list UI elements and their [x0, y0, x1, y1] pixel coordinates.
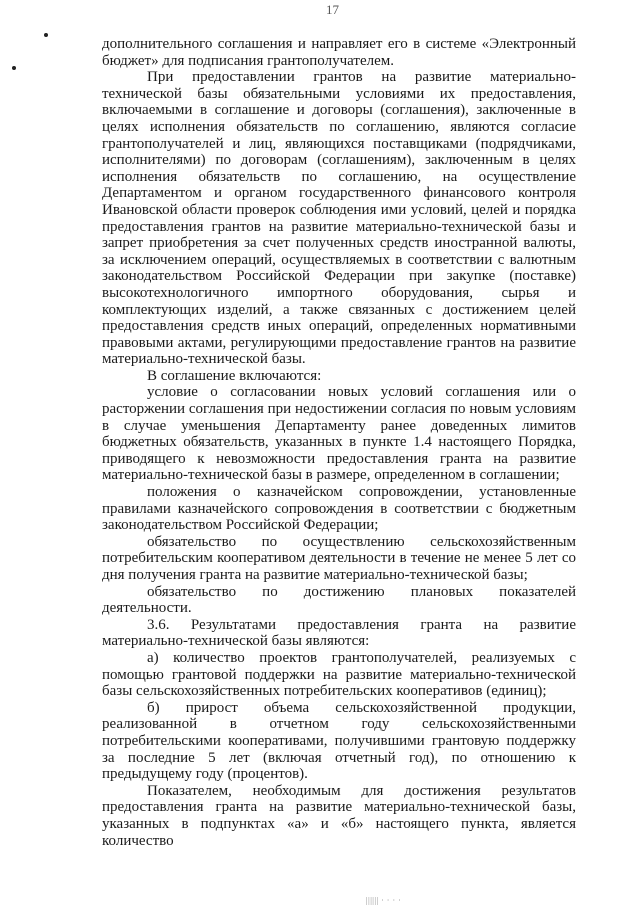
- scan-artifact-marks: |||||| · · · ·: [366, 896, 402, 905]
- paragraph-treasury-support: положения о казначейском сопровождении, установленные правилами казначейского сопровождения в соответствии с бюджетным законодательством Российской Федерации;: [102, 484, 576, 534]
- paragraph-continuation: дополнительного соглашения и направляет его в системе «Электронный бюджет» для подписания грантополучателем.: [102, 36, 576, 69]
- paragraph-result-b: б) прирост объема сельскохозяйственной продукции, реализованной в отчетном году сельскохозяйственными потребительскими кооперативами, получившими грантовую поддержку за последние 5 лет (включая отчетный год), по отношению к предыдущему году (процентов).: [102, 699, 576, 783]
- paragraph-section-3-6: 3.6. Результатами предоставления гранта на развитие материально-технической базы являются:: [102, 616, 576, 650]
- scan-speck: [44, 33, 48, 37]
- paragraph-indicator: Показателем, необходимым для достижения результатов предоставления гранта на развитие материально-технической базы, указанных в подпунктах «а» и «б» настоящего пункта, является количество: [102, 782, 576, 849]
- page-number: 17: [326, 2, 339, 17]
- paragraph-grant-conditions: При предоставлении грантов на развитие материально-технической базы обязательными условиями их предоставления, включаемыми в соглашение и договоры (соглашения), заключенные в целях исполнения обязательств по соглашению, являются согласие грантополучателей и лиц, являющихся поставщиками (подрядчиками, исполнителями) по договорам (соглашениям), заключенным в целях исполнения обязательств по соглашению, на осуществление Департаментом и органом государственного финансового контроля Ивановской области проверок соблюдения ими условий, целей и порядка предоставления грантов на развитие материально-технической базы и запрет приобретения за счет полученных средств иностранной валюты, за исключением операций, осуществляемых в соответствии с валютным законодательством Российской Федерации при закупке (поставке) высокотехнологичного импортного оборудования, сырья и комплектующих изделий, а также связанных с достижением целей предоставления средств иных операций, определенных нормативными правовыми актами, регулирующими предоставление грантов на развитие материально-технической базы.: [102, 69, 576, 368]
- paragraph-indicators-obligation: обязательство по достижению плановых показателей деятельности.: [102, 583, 576, 617]
- document-body: [102, 36, 576, 849]
- scan-speck: [12, 66, 16, 70]
- paragraph-condition-renegotiation: условие о согласовании новых условий соглашения или о расторжении соглашения при недостижении согласия по новым условиям в случае уменьшения Департаменту ранее доведенных лимитов бюджетных обязательств, указанных в пункте 1.4 настоящего Порядка, приводящего к невозможности предоставления гранта на развитие материально-технической базы в размере, определенном в соглашении;: [102, 384, 576, 484]
- paragraph-activity-obligation: обязательство по осуществлению сельскохозяйственным потребительским кооперативом деятельности в течение не менее 5 лет со дня получения гранта на развитие материально-технической базы;: [102, 533, 576, 583]
- paragraph-agreement-includes: В соглашение включаются:: [147, 367, 322, 384]
- paragraph-result-a: а) количество проектов грантополучателей, реализуемых с помощью грантовой поддержки на развитие материально-технической базы сельскохозяйственных потребительских кооперативов (единиц);: [102, 649, 576, 700]
